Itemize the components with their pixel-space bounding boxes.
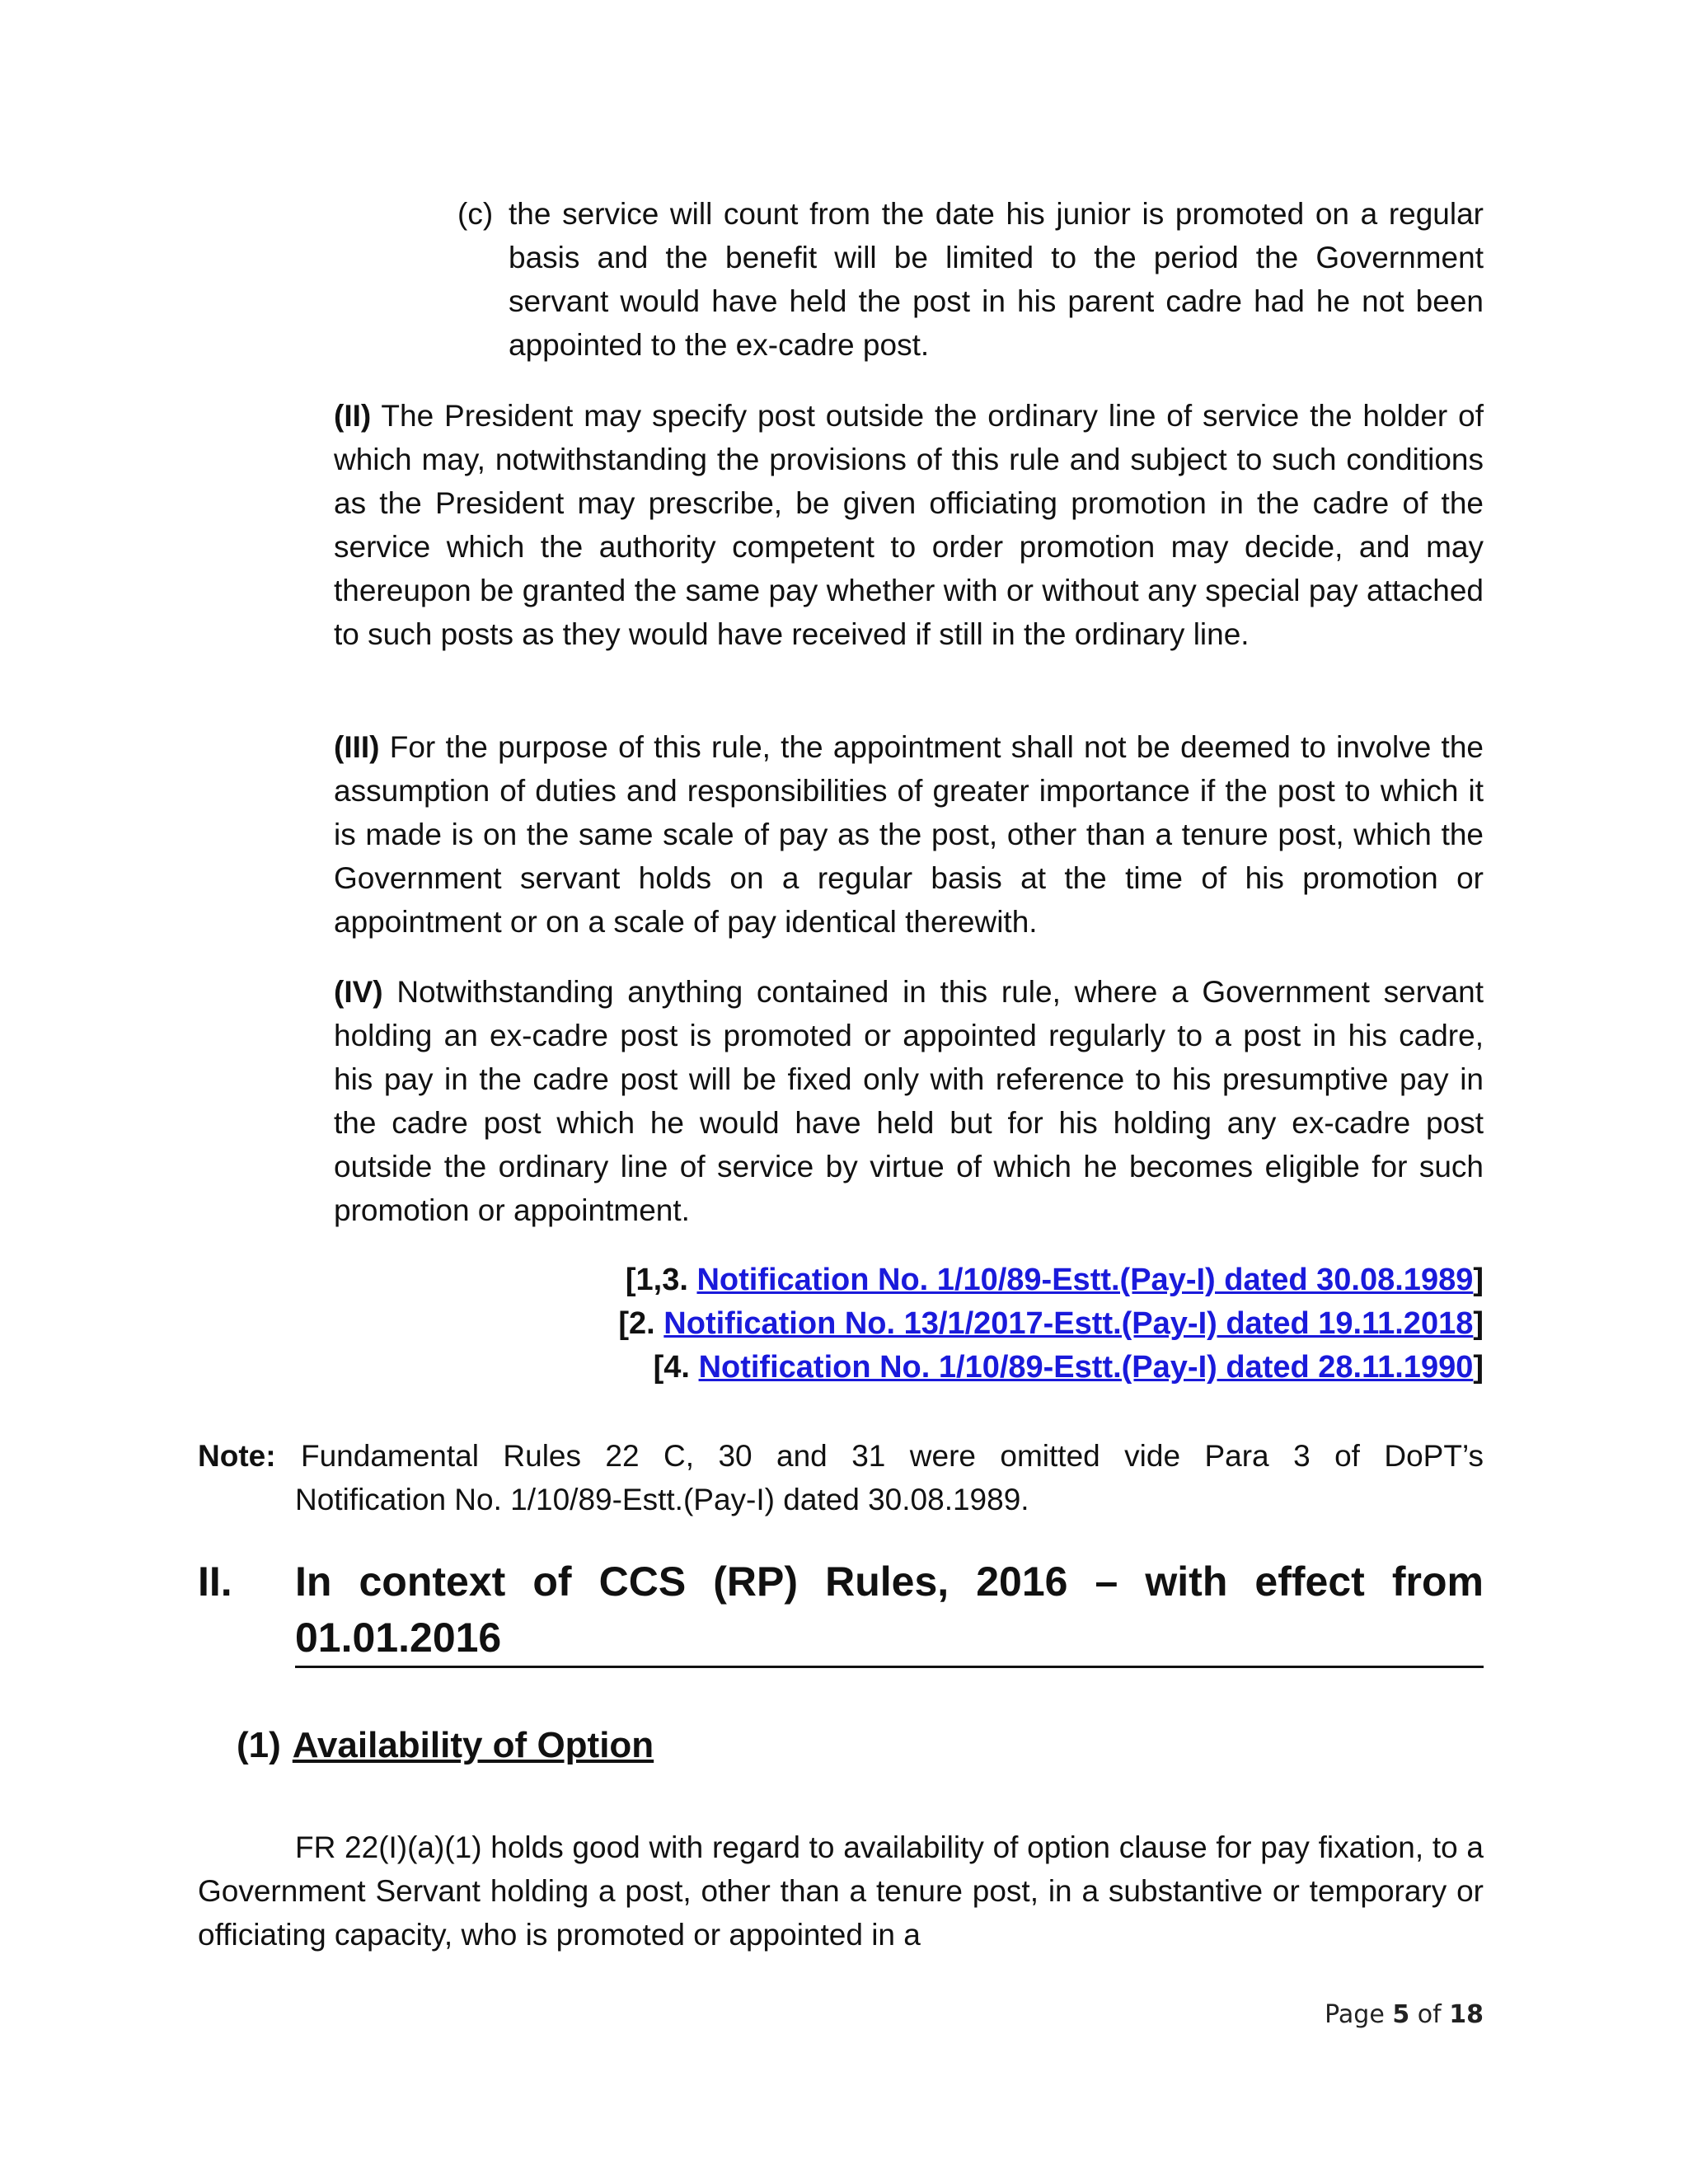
paragraph-II-label: (II)	[334, 399, 372, 433]
paragraph-IV	[334, 970, 1484, 1232]
reference-line	[618, 1258, 1484, 1302]
section-title: In context of CCS (RP) Rules, 2016 – with effect from 01.01.2016	[295, 1554, 1484, 1668]
reference-prefix: [2.	[618, 1306, 655, 1341]
paragraph-III	[334, 725, 1484, 944]
page-total: 18	[1449, 2000, 1484, 2029]
subsection-number: (1)	[237, 1725, 281, 1765]
reference-line	[618, 1302, 1484, 1346]
references-block	[618, 1258, 1484, 1390]
clause-c	[457, 192, 1484, 367]
reference-suffix: ]	[1473, 1350, 1484, 1385]
reference-link[interactable]: Notification No. 13/1/2017-Estt.(Pay-I) dated 19.11.2018	[663, 1306, 1474, 1341]
section-heading	[198, 1554, 1484, 1668]
paragraph-II	[334, 394, 1484, 656]
note-line-1: Fundamental Rules 22 C, 30 and 31 were omitted vide Para 3 of DoPT’s	[301, 1439, 1484, 1473]
reference-suffix: ]	[1473, 1306, 1484, 1341]
reference-line	[618, 1346, 1484, 1390]
clause-c-label: (c)	[457, 197, 494, 231]
paragraph-II-text: The President may specify post outside the ordinary line of service the holder of which may, notwithstanding the provisions of this rule and subject to such conditions as the President may prescribe, be given officiating promotion in the cadre of the service which the authority competent to order promotion may decide, and may thereupon be granted the same pay whether with or without any special pay attached to such posts as they would have received if still in the ordinary line.	[334, 399, 1484, 651]
reference-prefix: [4.	[653, 1350, 690, 1385]
subsection-heading	[237, 1721, 654, 1770]
clause-c-text: the service will count from the date his junior is promoted on a regular basis and the benefit will be limited to the period the Government servant would have held the post in his parent cadre had he not been appointed to the ex-cadre post.	[509, 197, 1484, 362]
reference-link[interactable]: Notification No. 1/10/89-Estt.(Pay-I) dated 30.08.1989	[696, 1263, 1474, 1297]
note-label: Note:	[198, 1439, 276, 1473]
reference-prefix: [1,3.	[625, 1263, 688, 1297]
note-line-2: Notification No. 1/10/89-Estt.(Pay-I) dated 30.08.1989.	[295, 1483, 1029, 1516]
paragraph-IV-text: Notwithstanding anything contained in this rule, where a Government servant holding an ex-cadre post is promoted or appointed regularly to a post in his cadre, his pay in the cadre post will be fixed only with reference to his presumptive pay in the cadre post which he would have held but for his holding any ex-cadre post outside the ordinary line of service by virtue of which he becomes eligible for such promotion or appointment.	[334, 975, 1484, 1227]
paragraph-III-text: For the purpose of this rule, the appointment shall not be deemed to involve the assumption of duties and responsibilities of greater importance if the post to which it is made is on the same scale of pay as the post, other than a tenure post, which the Government servant holds on a regular basis at the time of his promotion or appointment or on a scale of pay identical therewith.	[334, 730, 1484, 939]
paragraph-III-label: (III)	[334, 730, 380, 764]
paragraph-IV-label: (IV)	[334, 975, 383, 1009]
subsection-title: Availability of Option	[292, 1725, 654, 1765]
of-word: of	[1417, 2000, 1442, 2029]
page-footer	[1325, 2000, 1484, 2029]
note-block	[198, 1434, 1484, 1521]
section-number: II.	[198, 1558, 232, 1605]
reference-link[interactable]: Notification No. 1/10/89-Estt.(Pay-I) dated 28.11.1990	[698, 1350, 1474, 1385]
reference-suffix: ]	[1473, 1263, 1484, 1297]
page-number: 5	[1392, 2000, 1410, 2029]
page-word: Page	[1325, 2000, 1385, 2029]
body-paragraph: FR 22(I)(a)(1) holds good with regard to availability of option clause for pay fixation, to a Government Servant holding a post, other than a tenure post, in a substantive or temporary or officiating capacity, who is promoted or appointed in a	[198, 1830, 1484, 1952]
